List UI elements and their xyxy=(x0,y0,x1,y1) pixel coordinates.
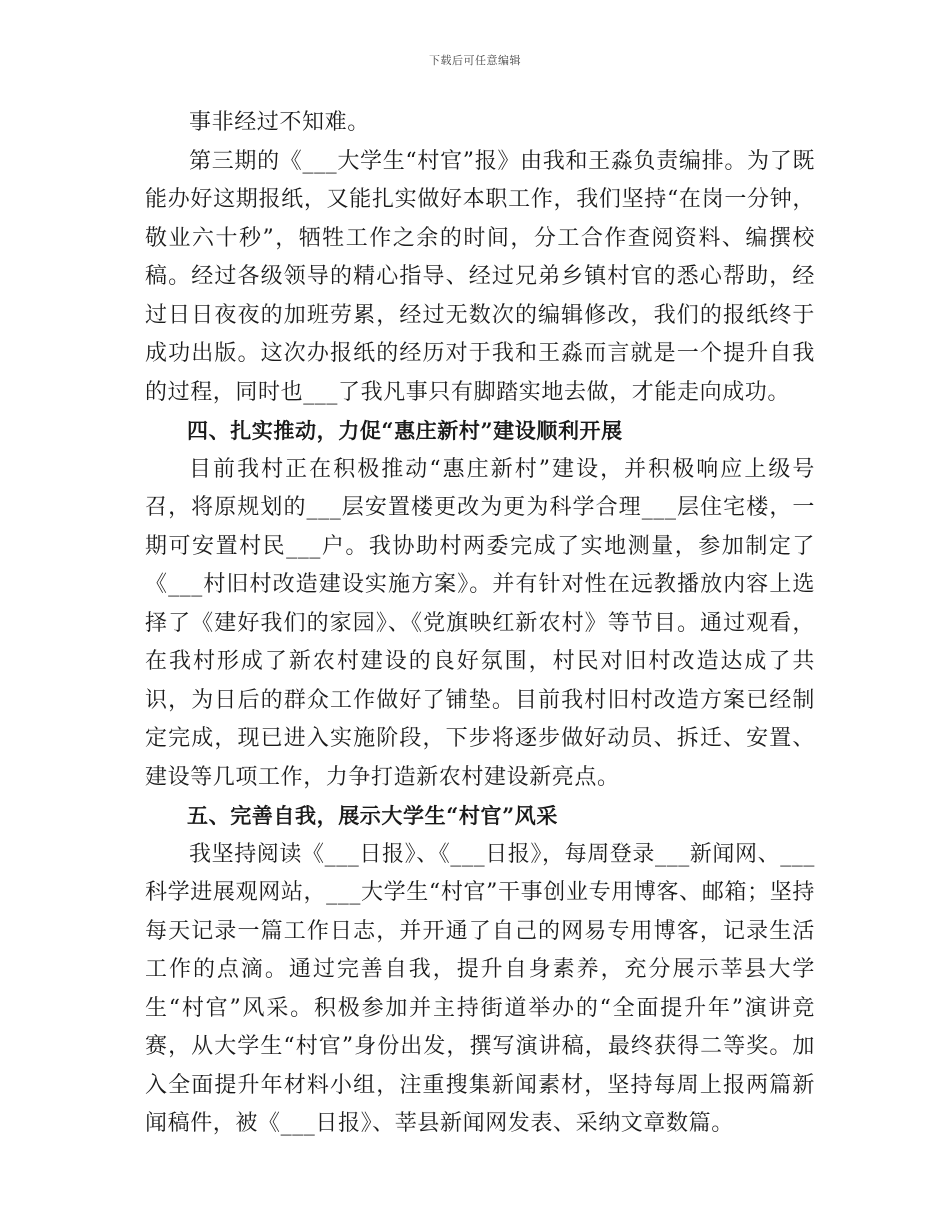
paragraph-2: 第三期的《___大学生“村官”报》由我和王淼负责编排。为了既能办好这期报纸，又能扎实做好本职工作，我们坚持“在岗一分钟，敬业六十秒”，牺牲工作之余的时间，分工合作查阅资料、编撰校稿。经过各级领导的精心指导、经过兄弟乡镇村官的悉心帮助，经过日日夜夜的加班劳累，经过无数次的编辑修改，我们的报纸终于成功出版。这次办报纸的经历对于我和王淼而言就是一个提升自我的过程，同时也___了我凡事只有脚踏实地去做，才能走向成功。 xyxy=(145,148,815,405)
paragraph-3: 目前我村正在积极推动“惠庄新村”建设，并积极响应上级号召，将原规划的___层安置楼更改为更为科学合理___层住宅楼，一期可安置村民___户。我协助村两委完成了实地测量，参加制定了《___村旧村改造建设实施方案》。并有针对性在远教播放内容上选择了《建好我们的家园》、《党旗映红新农村》等节目。通过观看，在我村形成了新农村建设的良好氛围，村民对旧村改造达成了共识，为日后的群众工作做好了铺垫。目前我村旧村改造方案已经制定完成，现已进入实施阶段，下步将逐步做好动员、拆迁、安置、建设等几项工作，力争打造新农村建设新亮点。 xyxy=(145,456,815,790)
paragraph-4: 我坚持阅读《___日报》、《___日报》，每周登录___新闻网、___科学进展观网站，___大学生“村官”干事创业专用博客、邮箱；坚持每天记录一篇工作日志，并开通了自己的网易专用博客，记录生活工作的点滴。通过完善自我，提升自身素养，充分展示莘县大学生“村官”风采。积极参加并主持街道举办的“全面提升年”演讲竞赛，从大学生“村官”身份出发，撰写演讲稿，最终获得二等奖。加入全面提升年材料小组，注重搜集新闻素材，坚持每周上报两篇新闻稿件，被《___日报》、莘县新闻网发表、采纳文章数篇。 xyxy=(145,841,816,1136)
section-heading-4: 四、扎实推动，力促“惠庄新村”建设顺利开展 xyxy=(187,418,623,443)
document-body xyxy=(145,104,815,1144)
section-heading-5: 五、完善自我，展示大学生“村官”风采 xyxy=(187,803,558,828)
paragraph-1: 事非经过不知难。 xyxy=(189,110,370,135)
page-header: 下载后可任意编辑 xyxy=(429,54,521,67)
